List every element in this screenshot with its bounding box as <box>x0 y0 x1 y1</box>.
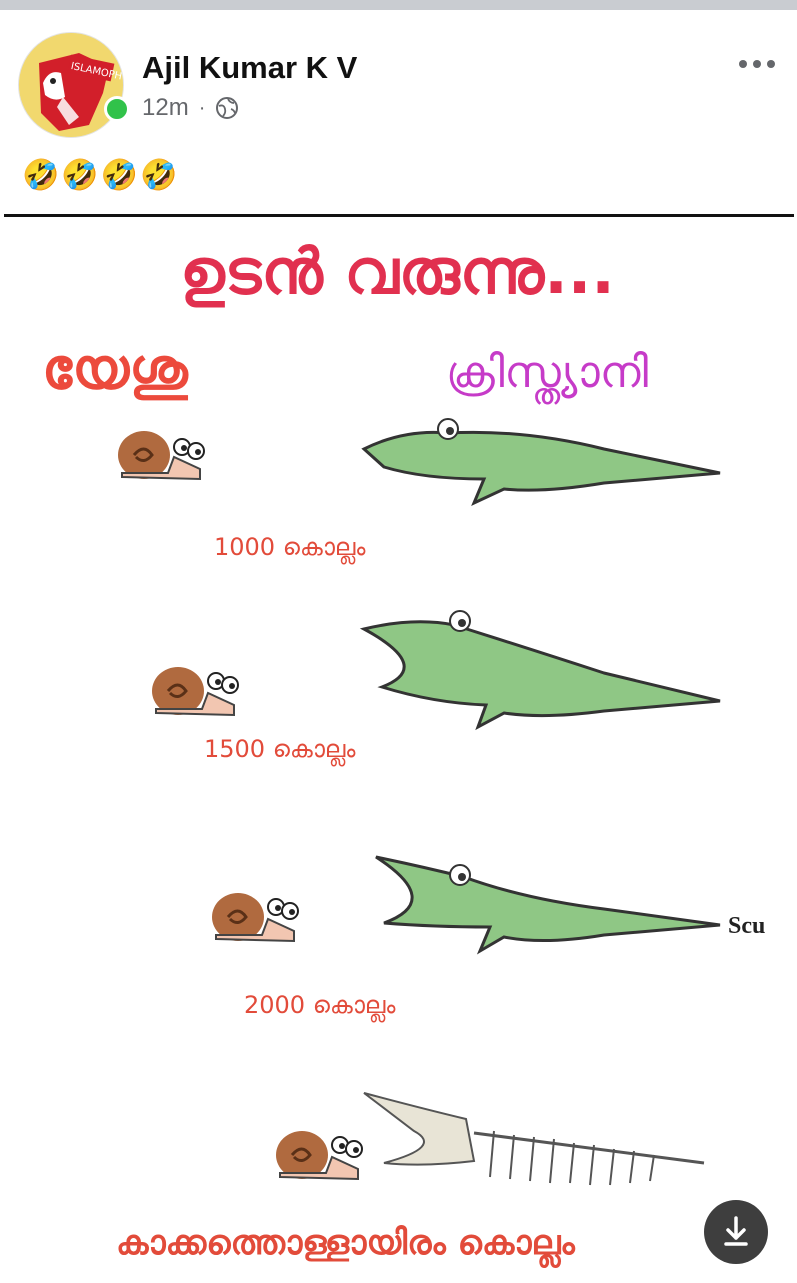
left-label: യേശു <box>42 337 188 402</box>
avatar[interactable] <box>18 32 124 138</box>
snail-1 <box>118 431 204 479</box>
post-text: 🤣🤣🤣🤣 <box>22 158 180 193</box>
right-label: ക്രിസ്ത്യാനി <box>446 347 649 398</box>
year-label-1000: 1000 കൊല്ലം <box>214 533 366 561</box>
snail-2 <box>152 667 238 715</box>
globe-icon <box>215 96 239 120</box>
year-label-1500: 1500 കൊല്ലം <box>204 735 356 763</box>
post-header <box>0 10 797 150</box>
download-icon <box>704 1200 768 1264</box>
avatar-text: ISLAMOPH <box>69 60 123 83</box>
year-label-2000: 2000 കൊല്ലം <box>244 991 396 1019</box>
download-button[interactable] <box>704 1200 768 1264</box>
more-horizontal-icon <box>737 54 777 74</box>
image-title: ഉടൻ വരുന്നു... <box>180 235 615 308</box>
illustration <box>4 217 794 1283</box>
more-options-button[interactable] <box>737 54 777 74</box>
post-image[interactable] <box>4 214 794 1283</box>
artist-signature: Scu <box>728 913 766 939</box>
post-meta <box>142 94 239 122</box>
meta-separator: · <box>198 96 206 119</box>
snail-4 <box>276 1131 362 1179</box>
snail-3 <box>212 893 298 941</box>
crocodile-skeleton <box>364 1093 704 1185</box>
post-time[interactable]: 12m <box>142 94 189 121</box>
author-name[interactable]: Ajil Kumar K V <box>142 50 358 85</box>
crocodile-3 <box>376 857 720 951</box>
online-status-indicator <box>104 96 130 122</box>
final-year-label: കാക്കത്തൊള്ളായിരം കൊല്ലം <box>116 1223 575 1263</box>
top-divider <box>0 0 797 10</box>
crocodile-1 <box>364 419 720 503</box>
avatar-image <box>19 33 123 137</box>
crocodile-2 <box>364 611 720 727</box>
